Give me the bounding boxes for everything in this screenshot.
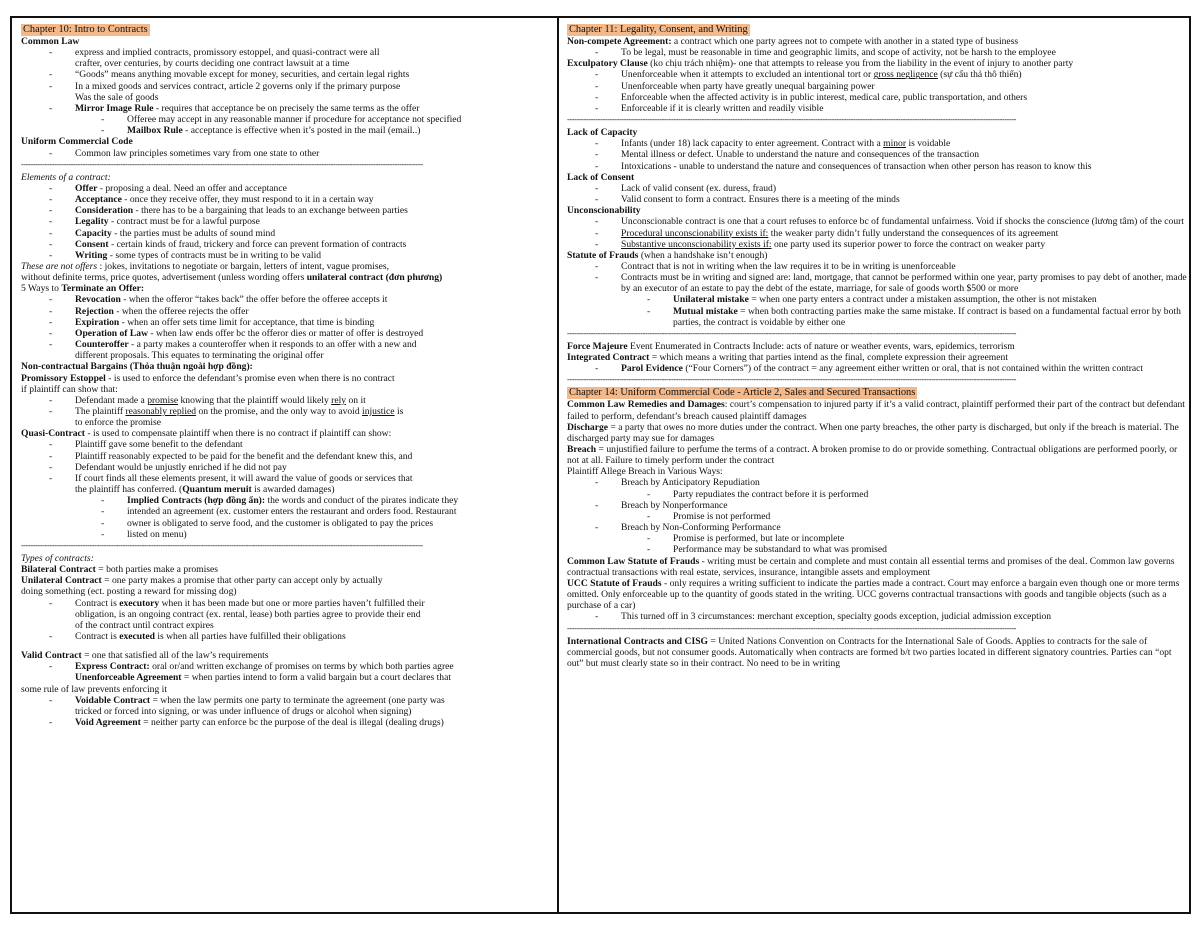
list-subitem: - Party repudiates the contract before it is performed [647,488,869,500]
list-subitem: - listed on menu) [101,528,187,540]
list-item: - Intoxications - unable to understand the nature and consequences of transaction when other person has reason to know this [595,160,1092,172]
column-divider [557,18,559,912]
list-item-cont: different proposals. This equates to terminating the original offer [75,350,324,362]
noncontractual-heading: Non-contractual Bargains (Thỏa thuận ngoài hợp đồng): [21,361,253,373]
list-item: - Void Agreement = neither party can enforce bc the purpose of the deal is illegal (dealing drugs) [49,717,444,729]
section-separator: ---------------------------------------------------------------------------------------------------------------------------------------------------------------------------------------------- [567,624,1017,633]
list-item: - Defendant would be unjustly enriched if he did not pay [49,461,287,473]
types-heading: Types of contracts: [21,552,94,564]
discharge: Discharge = a party that owes no more duties under the contract. When one party breaches, the other party is discharged, but only if the breach is material. The discharged party may sue for damages [567,421,1179,444]
list-subitem: - Mailbox Rule - acceptance is effective when it’s posted in the mail (email..) [101,125,421,137]
exculpatory-clause: Exculpatory Clause (ko chịu trách nhiệm)- one that attempts to release you from the liability in the event of injury to another party [567,58,1074,70]
list-item-cont: the plaintiff has conferred. (Quantum meruit is awarded damages) [75,484,335,496]
list-item: - Breach by Anticipatory Repudiation [595,477,760,489]
list-item: - Contracts must be in writing and signed are: land, mortgage, that cannot be performed within one year, party promises to pay debt of another, made by an executor of an estate to pay the debt of the estate, marriage, for sale of goods worth $500 or more [595,272,1187,295]
left-column [21,24,555,728]
list-item: - Plaintiff gave some benefit to the defendant [49,439,243,451]
non-compete: Non-compete Agreement: a contract which one party agrees not to compete with another in a stated type of business [567,36,1019,47]
list-item: - Contract is executed is when all parties have fulfilled their obligations [49,630,346,642]
list-item-cont: to enforce the promise [75,417,162,429]
right-column [567,24,1187,669]
list-item: - In a mixed goods and services contract, article 2 governs only if the primary purpose [49,80,401,92]
section-separator: ---------------------------------------------------------------------------------------------------------------------------------------------------------------------------------------------- [567,329,1017,338]
list-item: - Rejection - when the offeree rejects the offer [49,305,249,317]
list-item: - express and implied contracts, promissory estoppel, and quasi-contract were all [49,47,380,59]
list-item: - Enforceable if it is clearly written and readily visible [595,102,824,114]
list-item-cont: Was the sale of goods [75,91,159,103]
list-item: - Contract that is not in writing when the law requires it to be in writing is unenforceable [595,260,956,272]
list-item: - Unconscionable contract is one that a court refuses to enforce bc of fundamental unfairness. Void if shocks the conscience (lương tâm) of the court [595,216,1184,228]
list-item-cont: Unenforceable Agreement = when parties intend to form a valid bargain but a court declares that [75,672,451,684]
list-item: - Lack of valid consent (ex. duress, fraud) [595,182,777,194]
cisg: International Contracts and CISG = United Nations Convention on Contracts for the International Sale of Goods. Applies to contracts for the sale of commercial goods, but not consumer goods. Automatically when contracts are formed b/t two parties located in different signatory countries. Parties can “opt out” but must clearly state so in their contract. No need to be in writing [567,635,1172,669]
list-item-cont: crafter, over centuries, by courts deciding one contract lawsuit at a time [75,58,350,70]
list-item: - Unenforceable when it attempts to excluded an intentional tort or gross negligence (sự cẩu thả thô thiển) [595,69,1022,81]
section-separator: ---------------------------------------------------------------------------------------------------------------------------------------------------------------------------------------------- [567,116,1017,125]
chapter-10-title: Chapter 10: Intro to Contracts [23,24,148,35]
list-subitem: - Promise is not performed [647,510,771,522]
list-item: - Writing - some types of contracts must be in writing to be valid [49,249,322,261]
promissory-estoppel: Promissory Estoppel - is used to enforce the defendant’s promise even when there is no contract [21,372,395,384]
unconscionability-heading: Unconscionability [567,205,641,217]
list-item: - Operation of Law - when law ends offer bc the offeror dies or matter of offer is destroyed [49,327,424,339]
unilateral-contract-cont: doing something (ect. posting a reward for missing dog) [21,586,237,598]
list-item: - Defendant made a promise knowing that the plaintiff would likely rely on it [49,394,366,406]
elements-heading: Elements of a contract: [21,171,111,183]
list-item-cont: tricked or forced into signing, or was under influence of drugs or alcohol when signing) [75,705,412,717]
list-item: - If court finds all these elements present, it will award the value of goods or services that [49,472,413,484]
list-subitem: - Offeree may accept in any reasonable manner if procedure for acceptance not specified [101,114,462,126]
list-item: - Contract is executory when it has been made but one or more parties haven’t fulfilled their [49,597,425,609]
list-item: - Express Contract: oral or/and written exchange of promises on terms by which both parties agree [49,661,454,673]
section-separator: -------------------------------------------------------------------------------------------------------------------------------------------------------------------------- [21,160,423,169]
section-separator: -------------------------------------------------------------------------------------------------------------------------------------------------------------------------- [21,541,423,550]
list-item: - Substantive unconscionability exists if: one party used its superior power to force the contract on weaker party [595,238,1046,250]
list-item-cont: of the contract until contract expires [75,619,214,631]
list-subitem: - intended an agreement (ex. customer enters the restaurant and orders food. Restaurant [101,506,457,518]
bilateral-contract: Bilateral Contract = both parties make a promises [21,564,218,576]
notes-sheet [10,16,1191,914]
list-item-cont: obligation, is an ongoing contract (ex. rental, lease) both parties agree to provide their end [75,608,421,620]
list-item: - Consent - certain kinds of fraud, trickery and force can prevent formation of contracts [49,238,407,250]
list-item: - Common law principles sometimes vary from one state to other [49,147,320,159]
valid-contract: Valid Contract = one that satisfied all of the law’s requirements [21,650,269,662]
list-subitem: - Mutual mistake = when both contracting parties make the same mistake. If contract is based on a fundamental factual error by both parties, the contract is voidable by either one [647,305,1181,328]
list-subitem: - Unilateral mistake = when one party enters a contract under a mistaken assumption, the other is not mistaken [647,294,1097,306]
list-item: - “Goods” means anything movable except for money, securities, and certain legal rights [49,69,410,81]
list-item: - To be legal, must be reasonable in time and geographic limits, and scope of activity, not be harsh to the employee [595,47,1056,59]
list-item: - Unenforceable when party have greatly unequal bargaining power [595,80,875,92]
lack-consent-heading: Lack of Consent [567,171,635,183]
not-offers-line-2: without definite terms, price quotes, advertisement (unless wording offers unilateral contract (đơn phương) [21,272,443,284]
chapter-14-title: Chapter 14: Uniform Commercial Code - Article 2, Sales and Secured Transactions [569,387,916,399]
list-item: - Legality - contract must be for a lawful purpose [49,216,260,228]
list-item: - Breach by Non-Conforming Performance [595,522,781,534]
statute-of-frauds: Statute of Frauds (when a handshake isn’t enough) [567,249,768,261]
list-item: - Mirror Image Rule - requires that acceptance be on precisely the same terms as the offer [49,102,420,114]
list-item: - Counteroffer - a party makes a counteroffer when it responds to an offer with a new and [49,339,417,351]
list-item: - Valid consent to form a contract. Ensures there is a meeting of the minds [595,194,900,206]
list-item: - Offer - proposing a deal. Need an offer and acceptance [49,182,287,194]
list-item: - Parol Evidence (“Four Corners”) of the contract = any agreement either written or oral, that is not contained within the written contract [595,363,1144,375]
list-item: - Acceptance - once they receive offer, they must respond to it in a certain way [49,194,374,206]
section-separator: ---------------------------------------------------------------------------------------------------------------------------------------------------------------------------------------------- [567,376,1017,385]
ucc-statute-of-frauds: UCC Statute of Frauds - only requires a writing sufficient to indicate the parties made a contract. Court may enforce a bargain even though one or more terms omitted. Only enforceable up to the quantity of goods stated in the writing. UCC governs contractual transactions with goods and tangible objects (such as a purchase of a car) [567,577,1180,612]
ucc-heading: Uniform Commercial Code [21,136,133,148]
list-item: - Expiration - when an offer sets time limit for acceptance, that time is binding [49,316,375,328]
list-item: - Enforceable when the affected activity is in public interest, medical care, public transportation, and others [595,91,1028,103]
not-offers-line: These are not offers : jokes, invitations to negotiate or bargain, letters of intent, vague promises, [21,260,389,272]
common-law-statute-of-frauds: Common Law Statute of Frauds - writing must be certain and complete and must contain all essential terms and promises of the deal. Common law governs contractual transactions with real estate, services, insurance, intangible assets and employment [567,555,1175,578]
list-subitem: - owner is obligated to serve food, and the customer is obligated to pay the prices [101,517,434,529]
chapter-11-title: Chapter 11: Legality, Consent, and Writing [569,24,748,35]
list-item-cont: some rule of law prevents enforcing it [21,683,167,695]
remedies-damages: Common Law Remedies and Damages: court’s compensation to injured party if it’s a valid contract, plaintiff performed their part of the contract but defendant failed to perform, defendant’s breach caused plaintiff damages [567,399,1185,422]
force-majeure: Force Majeure Event Enumerated in Contracts Include: acts of nature or weather events, wars, epidemics, terrorism [567,340,1015,352]
terminate-offer-heading: 5 Ways to Terminate an Offer: [21,283,145,295]
breach: Breach = unjustified failure to perfume the terms of a contract. A broken promise to do or provide something. Contractual obligations are performed poorly, or not at all. Failure to timely perform under the contract [567,444,1178,467]
allege-breach-heading: Plaintiff Allege Breach in Various Ways: [567,466,723,478]
list-item: - Infants (under 18) lack capacity to enter agreement. Contract with a minor is voidable [595,138,951,150]
list-item: - Plaintiff reasonably expected to be paid for the benefit and the defendant knew this, and [49,450,413,462]
list-item: - The plaintiff reasonably replied on the promise, and the only way to avoid injustice is [49,406,404,417]
list-item: - Procedural unconscionability exists if: the weaker party didn’t fully understand the consequences of its agreement [595,227,1059,239]
list-subitem: - Performance may be substandard to what was promised [647,544,887,556]
quasi-contract: Quasi-Contract - is used to compensate plaintiff when there is no contract if plaintiff can show: [21,428,392,440]
list-item: - Capacity - the parties must be adults of sound mind [49,227,276,239]
list-item: - Revocation - when the offeror “takes back” the offer before the offeree accepts it [49,294,388,306]
lack-capacity-heading: Lack of Capacity [567,127,638,139]
list-item: - Mental illness or defect. Unable to understand the nature and consequences of the transaction [595,149,980,161]
list-subitem: - Promise is performed, but late or incomplete [647,533,845,545]
unilateral-contract: Unilateral Contract = one party makes a promise that other party can accept only by actually [21,575,383,587]
list-subitem: - Implied Contracts (hợp đồng ẩn): the words and conduct of the pirates indicate they [101,495,459,507]
promissory-estoppel-cont: if plaintiff can show that: [21,383,118,395]
list-item: - This turned off in 3 circumstances: merchant exception, specialty goods exception, judicial admission exception [595,611,1052,623]
list-item: - Breach by Nonperformance [595,499,728,511]
list-item: - Voidable Contract = when the law permits one party to terminate the agreement (one party was [49,694,445,706]
common-law-heading: Common Law [21,36,80,47]
list-item: - Consideration - there has to be a bargaining that leads to an exchange between parties [49,205,408,217]
integrated-contract: Integrated Contract = which means a writing that parties intend as the final, complete expression their agreement [567,352,1008,364]
